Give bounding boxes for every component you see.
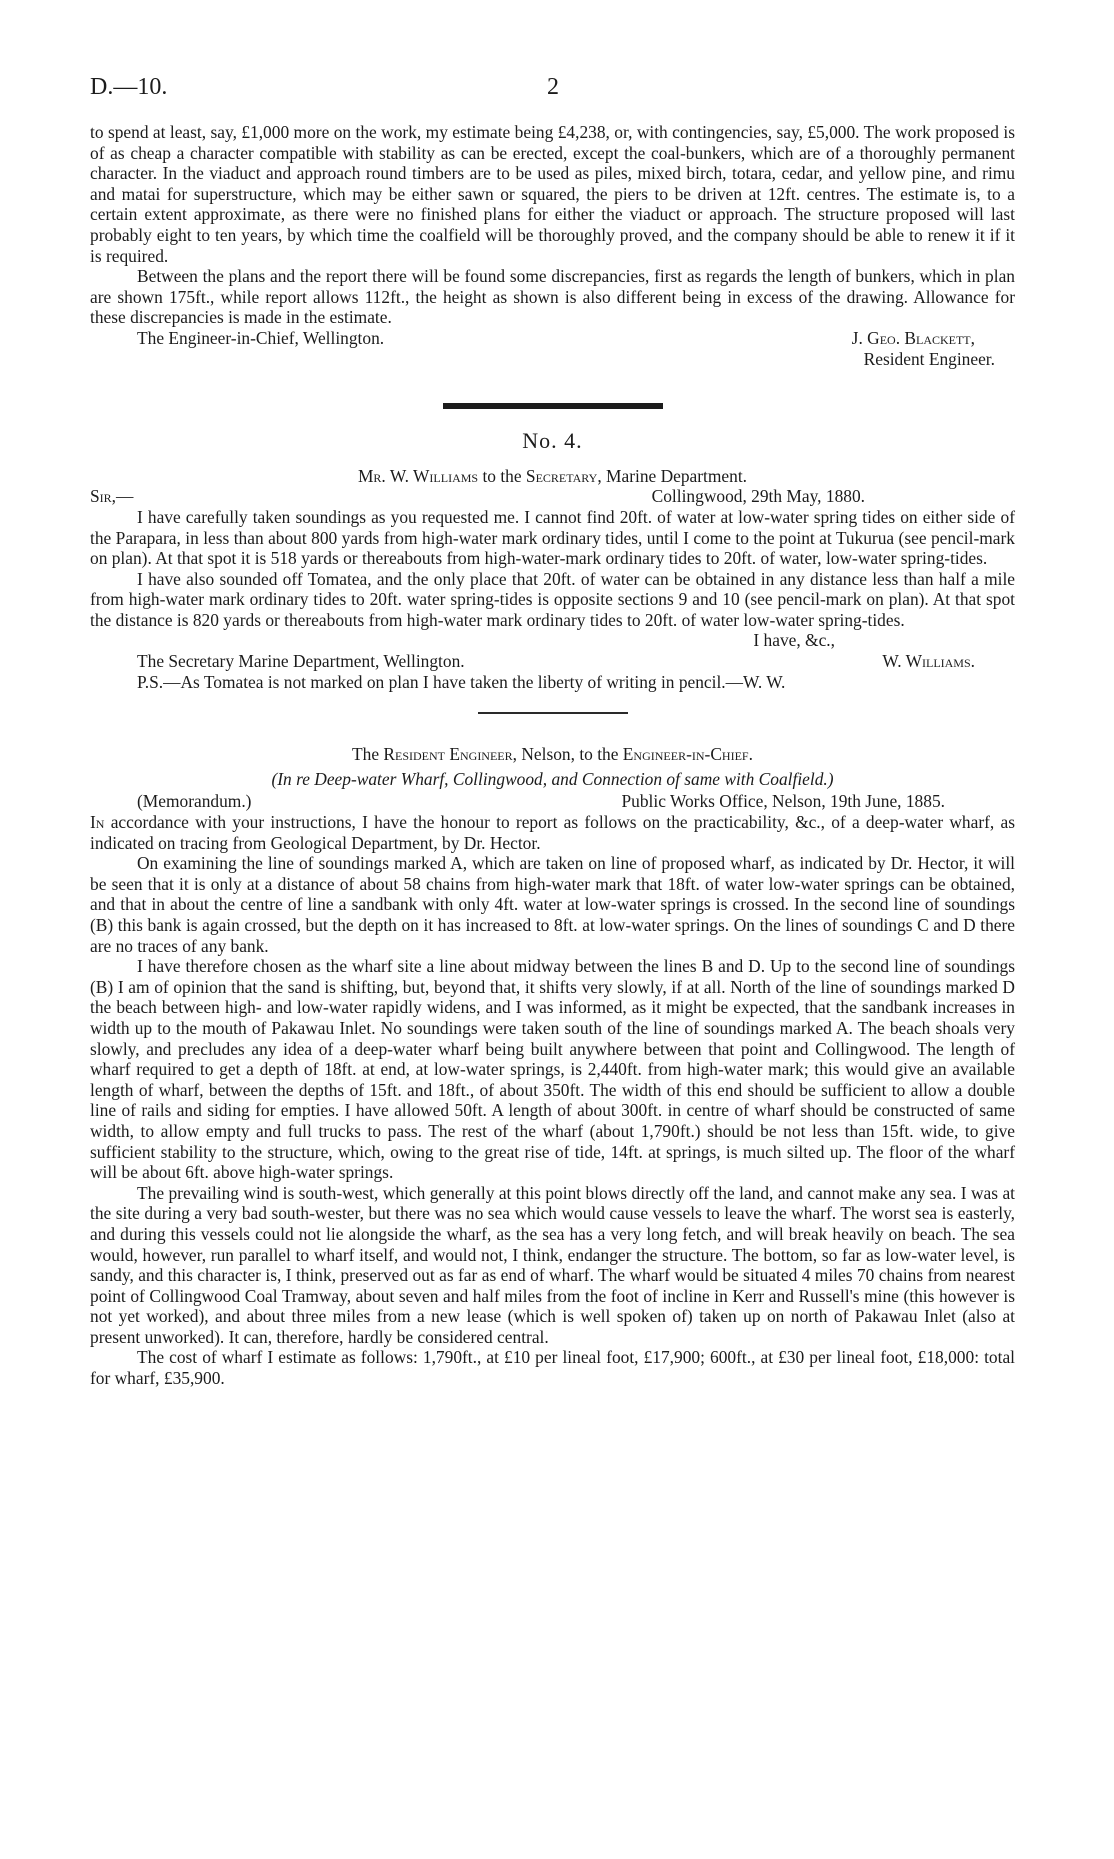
letter-heading-rest: , Marine Department. — [597, 465, 748, 486]
document-reference: D.—10. — [90, 74, 168, 100]
memo-paragraph-1 — [90, 812, 1015, 853]
report-title-row — [90, 349, 1015, 370]
memo-heading-the: The — [352, 744, 384, 765]
memo-to: Engineer-in-Chief — [622, 744, 749, 765]
letter-addressee: The Secretary Marine Department, Wellington. — [137, 651, 465, 672]
letter-heading-mid: to the — [478, 465, 526, 486]
report-paragraph-1: to spend at least, say, £1,000 more on the work, my estimate being £4,238, or, with contingencies, say, £5,000. The work proposed is of as cheap a character compatible with stability as can be erected, except the coal-bunkers, which are of a thoroughly permanent character. In the viaduct and approach round timbers are to be used as piles, mixed birch, totara, cedar, and yellow pine, and rimu and matai for superstructure, which may be either sawn or squared, the piers to be driven at 12ft. centres. The estimate is, to a certain extent approximate, as there were no finished plans for either the viaduct or approach. The structure proposed will last probably eight to ten years, by which time the coalfield will be thoroughly proved, and the company should be able to renew it if it is required. — [90, 122, 1015, 266]
letter-postscript: P.S.—As Tomatea is not marked on plan I have taken the liberty of writing in pencil.—W. W. — [137, 671, 786, 692]
letter-salutation-row — [90, 486, 1015, 507]
section-divider-thin — [478, 712, 628, 714]
memo-subheading: (In re Deep-water Wharf, Collingwood, and Connection of same with Coalfield.) — [271, 768, 834, 789]
memo-paragraph-4: The prevailing wind is south-west, which generally at this point blows directly off the land, and cannot make any sea. I was at the site during a very bad south-wester, but there was no sea which would cause vessels to leave the wharf. The worst sea is easterly, and during this vessels could not lie alongside the wharf, as the sea has a very long fetch, and will break heavily on beach. The sea would, however, run parallel to wharf itself, and would not, I think, endanger the structure. The bottom, so far as low-water level, is sandy, and this character is, I think, preserved out as far as end of wharf. The wharf would be situated 4 miles 70 chains from nearest point of Collingwood Coal Tramway, about seven and half miles from the foot of incline in Kerr and Russell's mine (this however is not yet worked), and about three miles from a new lease (which is well spoken of) taken up on north of Pakawau Inlet (also at present unworked). It can, therefore, hardly be considered central. — [90, 1182, 1015, 1347]
letter-salutation: Sir,— — [90, 486, 134, 507]
report-signature-row — [90, 328, 1015, 349]
memo-heading — [90, 744, 1015, 765]
page-number: 2 — [547, 74, 559, 100]
report-paragraph-2: Between the plans and the report there will be found some discrepancies, first as regards the length of bunkers, which in plan are shown 175ft., while report allows 112ft., the height as shown is also different being in excess of the drawing. Allowance for these discrepancies is made in the estimate. — [90, 266, 1015, 328]
memo-paragraph-1-lead: In — [90, 812, 105, 833]
memo-heading-mid: , Nelson, to the — [512, 744, 623, 765]
report-signatory: J. Geo. Blackett, — [851, 327, 975, 348]
letter-from: Mr. W. Williams — [357, 465, 479, 486]
memo-paragraph-5: The cost of wharf I estimate as follows: 1,790ft., at £10 per lineal foot, £17,900; 600ft., at £30 per lineal foot, £18,000: total for wharf, £35,900. — [90, 1347, 1015, 1389]
memo-heading-end: . — [748, 744, 753, 765]
memo-place-date: Public Works Office, Nelson, 19th June, 1885. — [621, 791, 945, 812]
memo-label-row — [90, 791, 1015, 812]
memo-from: Resident Engineer — [383, 744, 513, 765]
letter-to: Secretary — [525, 465, 598, 486]
letter-closing: I have, &c., — [753, 630, 835, 651]
section-divider — [443, 403, 663, 409]
memo-label: (Memorandum.) — [137, 791, 252, 812]
letter-paragraph-2: I have also sounded off Tomatea, and the only place that 20ft. of water can be obtained in any distance less than half a mile from high-water mark ordinary tides to 20ft. water spring-tides is opposite sections 9 and 10 (see pencil-mark on plan). At that spot the distance is 820 yards or thereabouts from high-water mark ordinary tides to 20ft. of water low-water spring-tides. — [90, 568, 1015, 630]
memo-paragraph-2: On examining the line of soundings marked A, which are taken on line of proposed wharf, as indicated by Dr. Hector, it will be seen that it is only at a distance of about 58 chains from high-water mark that 18ft. of water low-water springs can be obtained, and that in about the centre of line a sandbank with only 4ft. water at low-water springs is crossed. In the second line of soundings (B) this bank is again crossed, but the depth on it has increased to 8ft. at low-water springs. On the lines of soundings C and D there are no traces of any bank. — [90, 853, 1015, 956]
report-signatory-title: Resident Engineer. — [863, 348, 995, 369]
page-header — [90, 74, 1020, 108]
letter-place-date: Collingwood, 29th May, 1880. — [651, 486, 865, 507]
letter-heading — [90, 466, 1015, 487]
letter-number-heading: No. 4. — [522, 428, 583, 454]
memo-paragraph-3: I have therefore chosen as the wharf site a line about midway between the lines B and D. Up to the second line of soundings (B) I am of opinion that the sand is shifting, but, beyond that, it shifts very slowly, if at all. North of the line of soundings marked D the beach between high- and low-water rapidly widens, and I was informed, as it might be expected, that the sandbank increases in width up to the mouth of Pakawau Inlet. No soundings were taken south of the line of soundings marked A. The beach shoals very slowly, and precludes any idea of a deep-water wharf being built anywhere between that point and Collingwood. The length of wharf required to get a depth of 18ft. at end, at low-water springs, is 2,440ft. from high-water mark; this would give an available length of wharf, between the depths of 15ft. and 18ft., of about 350ft. The width of this end should be sufficient to allow a double line of rails and siding for empties. I have allowed 50ft. A length of about 300ft. in centre of wharf should be constructed of same width, to allow empty and full trucks to pass. The rest of the wharf (about 1,790ft.) should be not less than 15ft. wide, to give sufficient stability to the structure, which, owing to the great rise of tide, 14ft. at springs, is much silted up. The floor of the wharf will be about 6ft. above high-water springs. — [90, 956, 1015, 1183]
page-body — [90, 122, 1015, 1389]
memo-paragraph-1-text: accordance with your instructions, I have the honour to report as follows on the practicability, &c., of a deep-water wharf, as indicated on tracing from Geological Department, by Dr. Hector. — [90, 812, 1015, 853]
report-addressee: The Engineer-in-Chief, Wellington. — [137, 327, 385, 348]
letter-signatory: W. Williams. — [882, 651, 975, 672]
letter-paragraph-1: I have carefully taken soundings as you requested me. I cannot find 20ft. of water at low-water spring tides on either side of the Parapara, in less than about 800 yards from high-water mark ordinary tides, until I come to the point at Tukurua (see pencil-mark on plan). At that spot it is 518 yards or thereabouts from high-water-mark ordinary tides to 20ft. of water, low-water spring-tides. — [90, 506, 1015, 569]
letter-signature-row — [90, 651, 1015, 672]
